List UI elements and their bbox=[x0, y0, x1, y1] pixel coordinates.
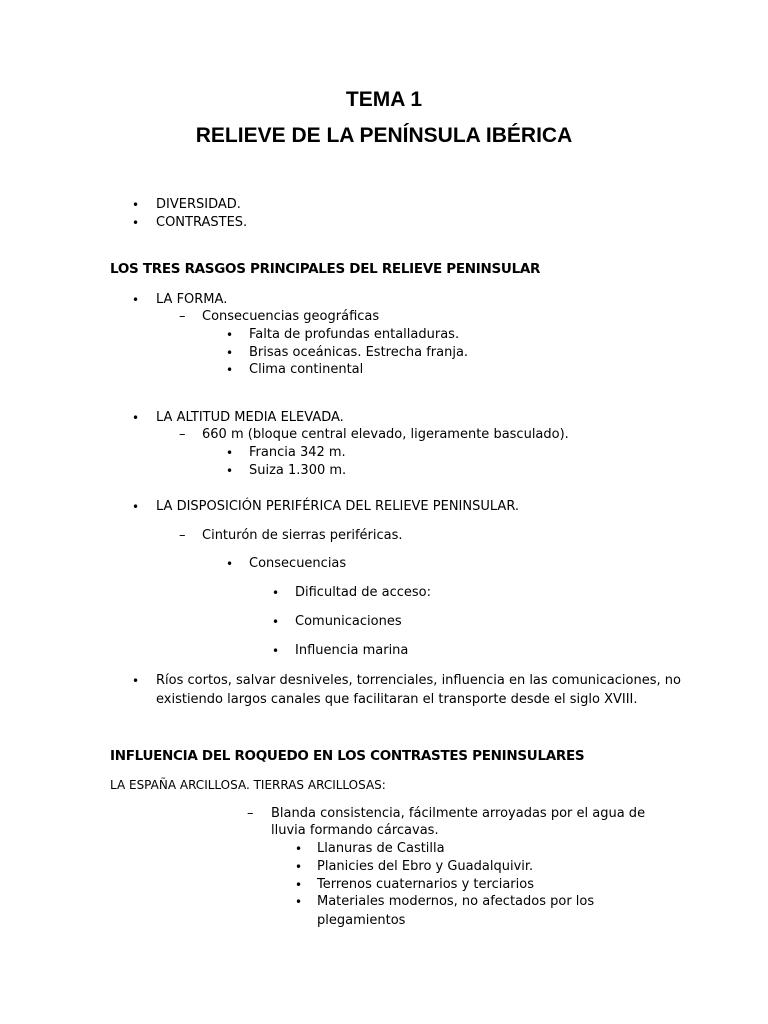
list-subsubitem: Materiales modernos, no afectados por los bbox=[317, 894, 595, 909]
list-subsubitem: Clima continental bbox=[249, 362, 364, 377]
list-level4-item: Dificultad de acceso: bbox=[295, 585, 432, 600]
bullet-icon: • bbox=[132, 500, 140, 514]
list-item: Ríos cortos, salvar desniveles, torrenciales, influencia en las comunicaciones, no bbox=[156, 673, 681, 688]
bullet-icon: • bbox=[295, 878, 303, 892]
bullet-icon: • bbox=[295, 895, 303, 909]
list-item: LA ALTITUD MEDIA ELEVADA. bbox=[156, 410, 344, 425]
list-subsubitem: Brisas oceánicas. Estrecha franja. bbox=[249, 345, 469, 360]
title-relieve: RELIEVE DE LA PENÍNSULA IBÉRICA bbox=[195, 124, 573, 147]
intro-item: DIVERSIDAD. bbox=[156, 197, 241, 212]
list-subsubitem: Consecuencias bbox=[249, 556, 347, 571]
bullet-icon: • bbox=[226, 557, 234, 571]
bullet-icon: • bbox=[226, 328, 234, 342]
bullet-icon: • bbox=[295, 842, 303, 856]
list-subitem: Consecuencias geográficas bbox=[202, 309, 380, 324]
bullet-icon: • bbox=[132, 674, 140, 688]
list-subitem: Cinturón de sierras periféricas. bbox=[202, 528, 403, 543]
list-subitem: 660 m (bloque central elevado, ligeramente basculado). bbox=[202, 427, 569, 442]
dash-icon: – bbox=[179, 528, 186, 543]
dash-icon: – bbox=[179, 309, 186, 324]
bullet-icon: • bbox=[226, 346, 234, 360]
list-subsubitem: Planicies del Ebro y Guadalquivir. bbox=[317, 859, 534, 874]
bullet-icon: • bbox=[132, 293, 140, 307]
list-subsubitem: Llanuras de Castilla bbox=[317, 841, 445, 856]
bullet-icon: • bbox=[226, 363, 234, 377]
list-subitem: Blanda consistencia, fácilmente arroyadas por el agua de bbox=[271, 806, 646, 821]
section-subheading: LA ESPAÑA ARCILLOSA. TIERRAS ARCILLOSAS: bbox=[110, 778, 386, 792]
bullet-icon: • bbox=[272, 644, 280, 658]
list-item: LA DISPOSICIÓN PERIFÉRICA DEL RELIEVE PENINSULAR. bbox=[156, 499, 520, 514]
bullet-icon: • bbox=[132, 198, 140, 212]
list-item-continuation: existiendo largos canales que facilitaran el transporte desde el siglo XVIII. bbox=[156, 692, 638, 707]
intro-item: CONTRASTES. bbox=[156, 215, 248, 230]
bullet-icon: • bbox=[132, 216, 140, 230]
dash-icon: – bbox=[179, 427, 186, 442]
bullet-icon: • bbox=[272, 615, 280, 629]
list-subitem-continuation: lluvia formando cárcavas. bbox=[271, 823, 439, 838]
list-level4-item: Comunicaciones bbox=[295, 614, 402, 629]
bullet-icon: • bbox=[132, 411, 140, 425]
list-subsubitem: Suiza 1.300 m. bbox=[249, 463, 347, 478]
bullet-icon: • bbox=[226, 446, 234, 460]
bullet-icon: • bbox=[295, 860, 303, 874]
list-subsubitem-continuation: plegamientos bbox=[317, 913, 406, 928]
dash-icon: – bbox=[247, 806, 254, 821]
bullet-icon: • bbox=[226, 464, 234, 478]
bullet-icon: • bbox=[272, 586, 280, 600]
list-item: LA FORMA. bbox=[156, 292, 228, 307]
list-subsubitem: Terrenos cuaternarios y terciarios bbox=[317, 877, 534, 892]
section-heading: INFLUENCIA DEL ROQUEDO EN LOS CONTRASTES PENINSULARES bbox=[110, 748, 585, 764]
list-subsubitem: Francia 342 m. bbox=[249, 445, 346, 460]
list-subsubitem: Falta de profundas entalladuras. bbox=[249, 327, 460, 342]
section-heading: LOS TRES RASGOS PRINCIPALES DEL RELIEVE PENINSULAR bbox=[110, 261, 541, 277]
title-tema: TEMA 1 bbox=[345, 88, 423, 111]
list-level4-item: Influencia marina bbox=[295, 643, 409, 658]
